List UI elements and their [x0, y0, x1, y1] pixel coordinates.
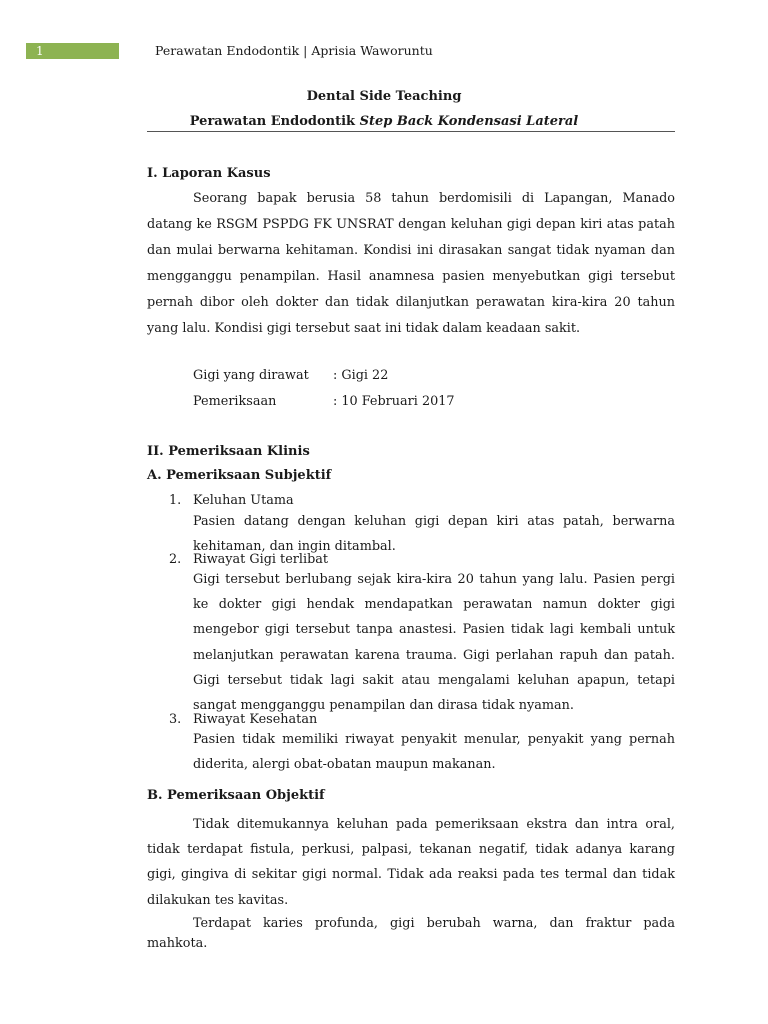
detail-row-gigi — [193, 367, 388, 384]
title-divider — [147, 131, 675, 132]
page-number: 1 — [36, 44, 44, 58]
list-item-body: Pasien datang dengan keluhan gigi depan kiri atas patah, berwarna kehitaman, dan ingin ditambal. — [193, 514, 675, 554]
subtitle-normal: Perawatan Endodontik — [189, 114, 360, 129]
case-report-paragraph: Seorang bapak berusia 58 tahun berdomisili di Lapangan, Manado datang ke RSGM PSPDG FK UNSRAT dengan keluhan gigi depan kiri atas patah dan mulai berwarna kehitaman. Kondisi ini dirasakan sangat tidak nyaman dan mengganggu penampilan. Hasil anamnesa pasien menyebutkan gigi tersebut pernah dibor oleh dokter dan tidak dilanjutkan perawatan kira-kira 20 tahun yang lalu. Kondisi gigi tersebut saat ini tidak dalam keadaan sakit. — [147, 191, 675, 337]
section-heading-laporan-kasus: I. Laporan Kasus — [147, 166, 271, 181]
document-title: Dental Side Teaching — [306, 89, 462, 104]
detail-label: Gigi yang dirawat — [193, 368, 309, 383]
detail-value: : 10 Februari 2017 — [333, 394, 455, 409]
subsection-heading-objektif: B. Pemeriksaan Objektif — [147, 788, 325, 803]
list-item-number: 1. — [169, 493, 182, 508]
list-item-body: Pasien tidak memiliki riwayat penyakit menular, penyakit yang pernah diderita, alergi obat-obatan maupun makanan. — [193, 732, 675, 772]
detail-value: : Gigi 22 — [333, 368, 389, 383]
running-header: Perawatan Endodontik | Aprisia Waworuntu — [155, 43, 433, 58]
list-item-title: Riwayat Kesehatan — [193, 712, 318, 727]
list-item-title: Riwayat Gigi terlibat — [193, 552, 329, 567]
section-heading-pemeriksaan-klinis: II. Pemeriksaan Klinis — [147, 444, 310, 459]
detail-row-pemeriksaan — [193, 393, 455, 410]
list-item-number: 2. — [169, 552, 182, 567]
subtitle-italic: Step Back Kondensasi Lateral — [359, 114, 579, 129]
detail-label: Pemeriksaan — [193, 394, 277, 409]
page-number-badge — [26, 43, 119, 59]
document-subtitle — [0, 113, 768, 130]
objective-findings-paragraph: Terdapat karies profunda, gigi berubah warna, dan fraktur pada mahkota. — [147, 916, 675, 951]
list-item-number: 3. — [169, 712, 182, 727]
list-item-body: Gigi tersebut berlubang sejak kira-kira 20 tahun yang lalu. Pasien pergi ke dokter gigi hendak mendapatkan perawatan namun dokter gigi mengebor gigi tersebut tanpa anastesi. Pasien tidak lagi kembali untuk melanjutkan perawatan karena trauma. Gigi perlahan rapuh dan patah. Gigi tersebut tidak lagi sakit atau mengalami keluhan apapun, tetapi sangat mengganggu penampilan dan dirasa tidak nyaman. — [193, 572, 675, 714]
subsection-heading-subjektif: A. Pemeriksaan Subjektif — [147, 468, 332, 483]
list-item-title: Keluhan Utama — [193, 493, 294, 508]
objective-paragraph: Tidak ditemukannya keluhan pada pemeriksaan ekstra dan intra oral, tidak terdapat fistula, perkusi, palpasi, tekanan negatif, tidak adanya karang gigi, gingiva di sekitar gigi normal. Tidak ada reaksi pada tes termal dan tidak dilakukan tes kavitas. — [147, 817, 675, 908]
